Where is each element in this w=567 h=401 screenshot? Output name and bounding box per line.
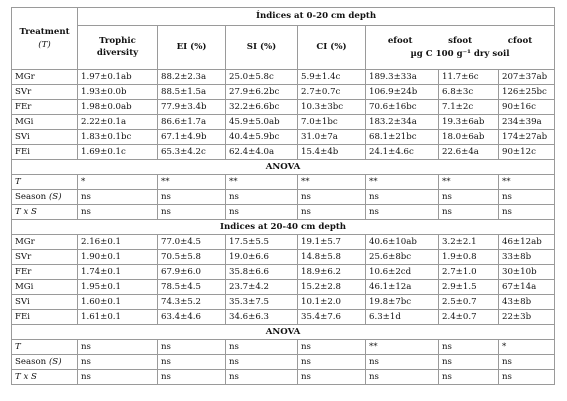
indices-table	[11, 7, 555, 385]
table-cell: 86.6±1.7a	[158, 115, 226, 130]
table-cell: 19.3±6ab	[439, 115, 499, 130]
table-cell: 1.95±0.1	[78, 280, 158, 295]
table-cell: 67±14a	[499, 280, 555, 295]
treatment-sub-label: (T)	[38, 39, 51, 50]
row-label: T x S	[12, 205, 78, 220]
section-title: Indices at 20-40 cm depth	[12, 220, 555, 235]
table-cell: **	[366, 175, 439, 190]
table-cell: 24.1±4.6c	[366, 145, 439, 160]
cfoot-label: cfoot	[507, 35, 533, 46]
section-title-row	[12, 325, 555, 340]
table-cell: ns	[78, 355, 158, 370]
table-row	[12, 280, 555, 295]
table-cell: ns	[158, 190, 226, 205]
table-cell: *	[499, 340, 555, 355]
table-cell: ns	[158, 355, 226, 370]
section-title: ANOVA	[12, 325, 555, 340]
table-cell: 17.5±5.5	[226, 235, 298, 250]
table-cell: **	[366, 340, 439, 355]
table-cell: ns	[78, 205, 158, 220]
table-cell: ns	[366, 370, 439, 385]
table-cell: ns	[298, 340, 366, 355]
table-cell: 25.6±8bc	[366, 250, 439, 265]
table-cell: 10.6±2cd	[366, 265, 439, 280]
table-cell: ns	[366, 205, 439, 220]
table-cell: **	[226, 175, 298, 190]
row-label: MGr	[12, 70, 78, 85]
table-cell: 65.3±4.2c	[158, 145, 226, 160]
table-cell: 18.0±6ab	[439, 130, 499, 145]
table-cell: ns	[226, 355, 298, 370]
table-cell: 10.3±3bc	[298, 100, 366, 115]
row-label: MGi	[12, 280, 78, 295]
table-cell: 2.5±0.7	[439, 295, 499, 310]
table-cell: 1.9±0.8	[439, 250, 499, 265]
section-title-row	[12, 220, 555, 235]
table-cell: 19.1±5.7	[298, 235, 366, 250]
table-cell: 1.74±0.1	[78, 265, 158, 280]
row-label: Season (S)	[12, 190, 78, 205]
table-cell: 14.8±5.8	[298, 250, 366, 265]
table-cell: 1.69±0.1c	[78, 145, 158, 160]
table-cell: 6.8±3c	[439, 85, 499, 100]
row-label: FEr	[12, 100, 78, 115]
table-cell: ns	[366, 190, 439, 205]
table-cell: 1.97±0.1ab	[78, 70, 158, 85]
table-cell: 31.0±7a	[298, 130, 366, 145]
row-label: T	[12, 175, 78, 190]
table-cell: 15.4±4b	[298, 145, 366, 160]
table-cell: ns	[78, 340, 158, 355]
efoot-label: efoot	[387, 35, 413, 46]
table-cell: ns	[298, 190, 366, 205]
table-cell: 27.9±6.2bc	[226, 85, 298, 100]
table-cell: ns	[499, 370, 555, 385]
table-cell: 78.5±4.5	[158, 280, 226, 295]
table-cell: ns	[158, 340, 226, 355]
table-cell: 3.2±2.1	[439, 235, 499, 250]
table-cell: 88.5±1.5a	[158, 85, 226, 100]
table-cell: 45.9±5.0ab	[226, 115, 298, 130]
table-cell: **	[499, 175, 555, 190]
table-cell: ns	[499, 355, 555, 370]
table-cell: ns	[226, 190, 298, 205]
table-cell: ns	[439, 370, 499, 385]
trophic-header	[78, 26, 158, 70]
table-cell: *	[78, 175, 158, 190]
table-cell: ns	[439, 190, 499, 205]
table-cell: 183.2±34a	[366, 115, 439, 130]
table-cell: 19.8±7bc	[366, 295, 439, 310]
row-label: T x S	[12, 370, 78, 385]
table-cell: 70.5±5.8	[158, 250, 226, 265]
row-label: MGi	[12, 115, 78, 130]
table-cell: 174±27ab	[499, 130, 555, 145]
row-label: T	[12, 340, 78, 355]
row-label: FEi	[12, 145, 78, 160]
table-cell: ns	[366, 355, 439, 370]
units-label: µg C 100 g⁻¹ dry soil	[410, 48, 510, 59]
table-cell: ns	[226, 340, 298, 355]
table-cell: 11.7±6c	[439, 70, 499, 85]
row-label: FEr	[12, 265, 78, 280]
table-cell: 88.2±2.3a	[158, 70, 226, 85]
table-cell: 32.2±6.6bc	[226, 100, 298, 115]
table-cell: 2.7±1.0	[439, 265, 499, 280]
table-cell: 68.1±21bc	[366, 130, 439, 145]
table-cell: ns	[158, 370, 226, 385]
table-row	[12, 295, 555, 310]
row-label: Season (S)	[12, 355, 78, 370]
table-row	[12, 250, 555, 265]
table-cell: 67.1±4.9b	[158, 130, 226, 145]
table-cell: ns	[298, 370, 366, 385]
table-cell: 106.9±24b	[366, 85, 439, 100]
table-cell: 43±8b	[499, 295, 555, 310]
table-cell: 2.9±1.5	[439, 280, 499, 295]
table-row	[12, 370, 555, 385]
table-cell: 1.93±0.0b	[78, 85, 158, 100]
table-row	[12, 205, 555, 220]
table-cell: 77.9±3.4b	[158, 100, 226, 115]
table-row	[12, 100, 555, 115]
top-depth-title: Índices at 0-20 cm depth	[78, 8, 555, 26]
table-cell: 1.83±0.1bc	[78, 130, 158, 145]
table-cell: 23.7±4.2	[226, 280, 298, 295]
si-header: SI (%)	[226, 26, 298, 70]
table-cell: 35.3±7.5	[226, 295, 298, 310]
table-cell: ns	[78, 370, 158, 385]
table-row	[12, 310, 555, 325]
table-cell: 19.0±6.6	[226, 250, 298, 265]
table-cell: ns	[78, 190, 158, 205]
table-row	[12, 115, 555, 130]
table-cell: 34.6±6.3	[226, 310, 298, 325]
treatment-header	[12, 8, 78, 70]
row-label: FEi	[12, 310, 78, 325]
table-row	[12, 190, 555, 205]
table-cell: 46±12ab	[499, 235, 555, 250]
table-cell: 5.9±1.4c	[298, 70, 366, 85]
section-title: ANOVA	[12, 160, 555, 175]
table-cell: 207±37ab	[499, 70, 555, 85]
table-cell: 2.16±0.1	[78, 235, 158, 250]
table-cell: ns	[226, 370, 298, 385]
table-body	[12, 70, 555, 385]
table-cell: **	[439, 175, 499, 190]
table-cell: 22.6±4a	[439, 145, 499, 160]
table-cell: 6.3±1d	[366, 310, 439, 325]
table-cell: 35.8±6.6	[226, 265, 298, 280]
table-cell: ns	[439, 340, 499, 355]
table-cell: 1.60±0.1	[78, 295, 158, 310]
trophic-label: Trophic	[99, 36, 136, 47]
table-cell: 46.1±12a	[366, 280, 439, 295]
treatment-label: Treatment	[19, 26, 70, 37]
ci-header: CI (%)	[298, 26, 366, 70]
table-cell: 2.4±0.7	[439, 310, 499, 325]
table-cell: 1.61±0.1	[78, 310, 158, 325]
table-row	[12, 130, 555, 145]
sfoot-label: sfoot	[448, 35, 473, 46]
table-cell: ns	[439, 205, 499, 220]
table-cell: **	[298, 175, 366, 190]
table-cell: ns	[226, 205, 298, 220]
ei-header: EI (%)	[158, 26, 226, 70]
foot-header	[366, 26, 555, 70]
table-row	[12, 340, 555, 355]
table-cell: 22±3b	[499, 310, 555, 325]
table-cell: 189.3±33a	[366, 70, 439, 85]
table-cell: 77.0±4.5	[158, 235, 226, 250]
table-row	[12, 265, 555, 280]
table-cell: 7.1±2c	[439, 100, 499, 115]
section-title-row	[12, 160, 555, 175]
table-cell: 126±25bc	[499, 85, 555, 100]
row-label: SVi	[12, 295, 78, 310]
table-cell: **	[158, 175, 226, 190]
table-cell: 90±12c	[499, 145, 555, 160]
table-cell: 35.4±7.6	[298, 310, 366, 325]
table-cell: 63.4±4.6	[158, 310, 226, 325]
table-cell: 15.2±2.8	[298, 280, 366, 295]
table-cell: 67.9±6.0	[158, 265, 226, 280]
table-cell: 90±16c	[499, 100, 555, 115]
table-row	[12, 70, 555, 85]
table-cell: 33±8b	[499, 250, 555, 265]
table-cell: ns	[158, 205, 226, 220]
table-cell: 40.6±10ab	[366, 235, 439, 250]
table-cell: 70.6±16bc	[366, 100, 439, 115]
table-cell: ns	[439, 355, 499, 370]
table-cell: 1.90±0.1	[78, 250, 158, 265]
table-cell: 234±39a	[499, 115, 555, 130]
row-label: SVr	[12, 250, 78, 265]
table-cell: ns	[298, 205, 366, 220]
table-cell: 30±10b	[499, 265, 555, 280]
table-cell: 10.1±2.0	[298, 295, 366, 310]
table-row	[12, 85, 555, 100]
row-label: SVi	[12, 130, 78, 145]
table-cell: ns	[298, 355, 366, 370]
table-row	[12, 355, 555, 370]
table-row	[12, 145, 555, 160]
table-cell: 2.22±0.1a	[78, 115, 158, 130]
table-cell: 7.0±1bc	[298, 115, 366, 130]
trophic-label-2: diversity	[96, 48, 139, 58]
table-cell: ns	[499, 190, 555, 205]
table-cell: 1.98±0.0ab	[78, 100, 158, 115]
row-label: SVr	[12, 85, 78, 100]
table-cell: ns	[499, 205, 555, 220]
table-cell: 2.7±0.7c	[298, 85, 366, 100]
table-cell: 18.9±6.2	[298, 265, 366, 280]
table-cell: 74.3±5.2	[158, 295, 226, 310]
table-cell: 25.0±5.8c	[226, 70, 298, 85]
table-cell: 62.4±4.0a	[226, 145, 298, 160]
row-label: MGr	[12, 235, 78, 250]
table-row	[12, 175, 555, 190]
table-row	[12, 235, 555, 250]
table-cell: 40.4±5.9bc	[226, 130, 298, 145]
